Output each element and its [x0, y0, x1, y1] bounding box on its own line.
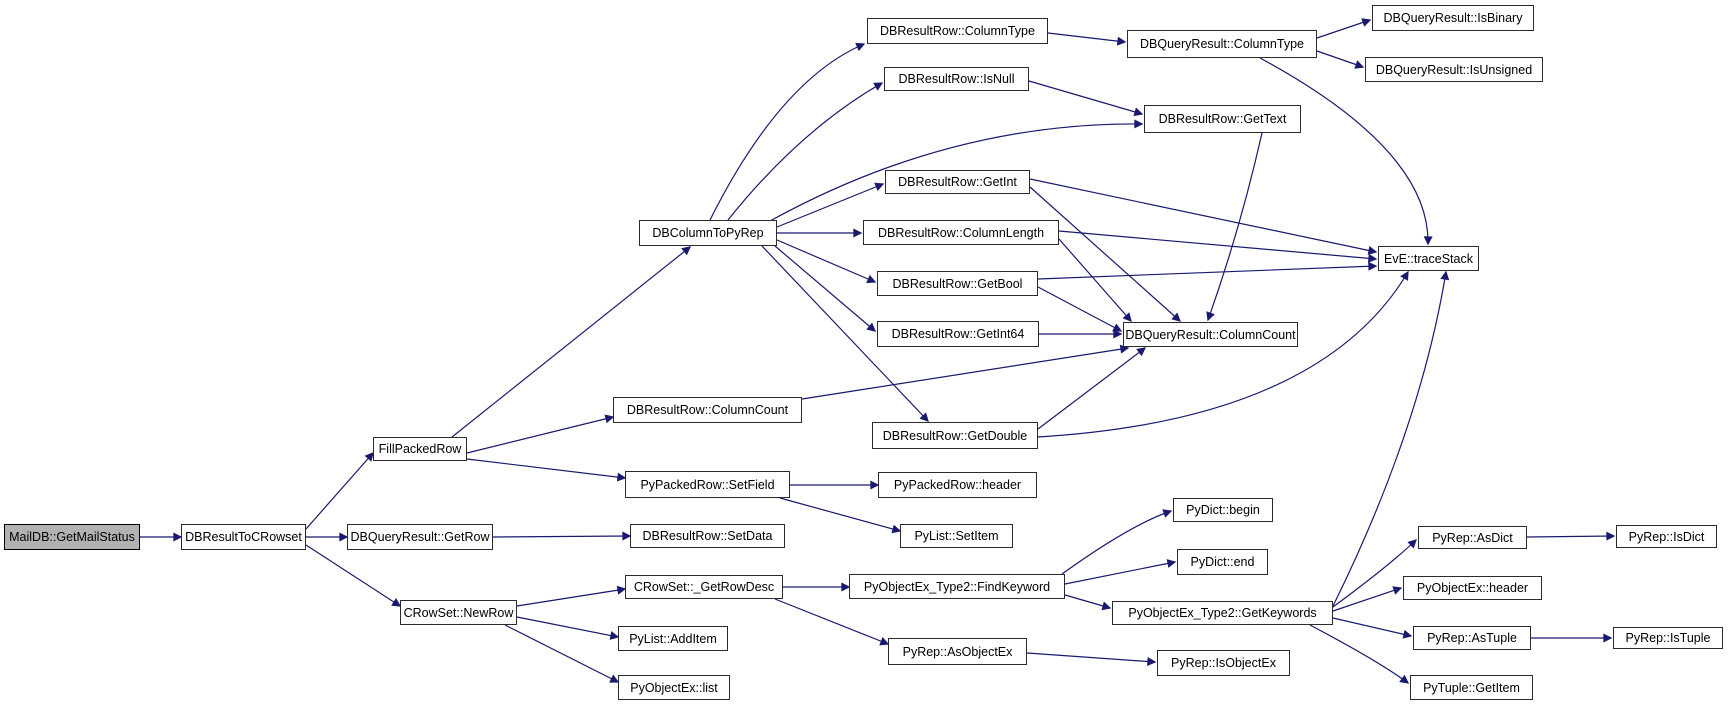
node-getdouble[interactable]: DBResultRow::GetDouble [872, 422, 1038, 449]
node-rowcoltype[interactable]: DBResultRow::ColumnType [867, 18, 1048, 44]
node-isunsigned[interactable]: DBQueryResult::IsUnsigned [1365, 57, 1543, 82]
node-astuple[interactable]: PyRep::AsTuple [1413, 626, 1531, 650]
node-tocrowset[interactable]: DBResultToCRowset [181, 524, 306, 550]
node-tuplegetitem[interactable]: PyTuple::GetItem [1410, 675, 1533, 700]
node-setdata[interactable]: DBResultRow::SetData [630, 524, 785, 548]
edge-tocrowset-newrow [306, 545, 400, 606]
node-getint[interactable]: DBResultRow::GetInt [885, 170, 1030, 194]
edge-coltopyrep-getbool [777, 240, 875, 282]
node-rowcolcount[interactable]: DBResultRow::ColumnCount [613, 397, 802, 423]
node-setitem[interactable]: PyList::SetItem [900, 524, 1013, 548]
edge-getkeywords-astuple [1333, 618, 1411, 636]
node-isdict[interactable]: PyRep::IsDict [1616, 525, 1717, 548]
node-getrowdesc[interactable]: CRowSet::_GetRowDesc [625, 575, 783, 599]
node-isbinary[interactable]: DBQueryResult::IsBinary [1372, 5, 1534, 31]
edge-getrowdesc-asobjectex [775, 599, 888, 644]
node-collength[interactable]: DBResultRow::ColumnLength [863, 220, 1059, 245]
node-querycoltype[interactable]: DBQueryResult::ColumnType [1127, 30, 1317, 58]
edge-setfield-setitem [780, 498, 900, 531]
node-getbool[interactable]: DBResultRow::GetBool [877, 271, 1038, 296]
node-objheader[interactable]: PyObjectEx::header [1403, 576, 1542, 600]
edge-newrow-additem [517, 617, 618, 637]
node-isnull[interactable]: DBResultRow::IsNull [884, 67, 1029, 91]
edge-rowcolcount-querycolcount [802, 348, 1128, 399]
edge-asobjectex-isobjectex [1027, 653, 1155, 662]
node-asdict[interactable]: PyRep::AsDict [1418, 526, 1527, 549]
node-newrow[interactable]: CRowSet::NewRow [400, 600, 517, 625]
node-getkeywords[interactable]: PyObjectEx_Type2::GetKeywords [1112, 601, 1333, 625]
edge-collength-querycolcount [1059, 239, 1131, 321]
node-findkeyword[interactable]: PyObjectEx_Type2::FindKeyword [849, 574, 1065, 599]
edge-getint-querycolcount [1030, 187, 1180, 321]
node-gettext[interactable]: DBResultRow::GetText [1144, 105, 1301, 133]
node-additem[interactable]: PyList::AddItem [618, 626, 728, 651]
edge-getkeywords-tuplegetitem [1310, 625, 1408, 683]
node-mailstatus[interactable]: MailDB::GetMailStatus [4, 524, 140, 550]
node-packedheader[interactable]: PyPackedRow::header [878, 472, 1037, 498]
edge-fillpacked-rowcolcount [467, 417, 613, 453]
edge-getrow-setdata [493, 536, 630, 537]
edge-coltopyrep-isnull [728, 83, 882, 220]
node-objlist[interactable]: PyObjectEx::list [618, 675, 730, 700]
node-dictend[interactable]: PyDict::end [1177, 549, 1268, 575]
edge-findkeyword-dictend [1065, 562, 1175, 584]
edge-getbool-querycolcount [1038, 287, 1121, 331]
edge-coltopyrep-rowcoltype [710, 44, 864, 220]
edge-querycoltype-isunsigned [1317, 51, 1363, 67]
node-querycolcount[interactable]: DBQueryResult::ColumnCount [1123, 322, 1298, 347]
node-coltopyrep[interactable]: DBColumnToPyRep [639, 220, 777, 246]
node-getrow[interactable]: DBQueryResult::GetRow [347, 524, 493, 550]
edge-coltopyrep-getint64 [775, 246, 875, 331]
node-tracestack[interactable]: EvE::traceStack [1378, 246, 1479, 271]
node-isobjectex[interactable]: PyRep::IsObjectEx [1157, 650, 1290, 676]
node-getint64[interactable]: DBResultRow::GetInt64 [877, 321, 1039, 347]
node-istuple[interactable]: PyRep::IsTuple [1613, 627, 1723, 649]
edge-querycoltype-tracestack [1260, 58, 1428, 244]
edge-isnull-gettext [1029, 81, 1142, 114]
edge-getdouble-tracestack [1038, 272, 1408, 437]
edge-querycoltype-isbinary [1317, 20, 1370, 38]
edge-getkeywords-tracestack [1333, 272, 1446, 606]
edge-newrow-getrowdesc [517, 589, 625, 606]
edge-asdict-isdict [1527, 536, 1614, 537]
edge-findkeyword-getkeywords [1065, 595, 1110, 608]
edge-fillpacked-setfield [467, 459, 625, 478]
node-asobjectex[interactable]: PyRep::AsObjectEx [888, 638, 1027, 665]
node-dictbegin[interactable]: PyDict::begin [1173, 498, 1273, 522]
edge-rowcoltype-querycoltype [1048, 33, 1125, 42]
edge-findkeyword-dictbegin [1062, 511, 1171, 574]
node-fillpacked[interactable]: FillPackedRow [373, 437, 467, 461]
edge-tocrowset-fillpacked [306, 453, 373, 529]
node-setfield[interactable]: PyPackedRow::SetField [625, 471, 790, 498]
edge-getint-tracestack [1030, 179, 1376, 252]
